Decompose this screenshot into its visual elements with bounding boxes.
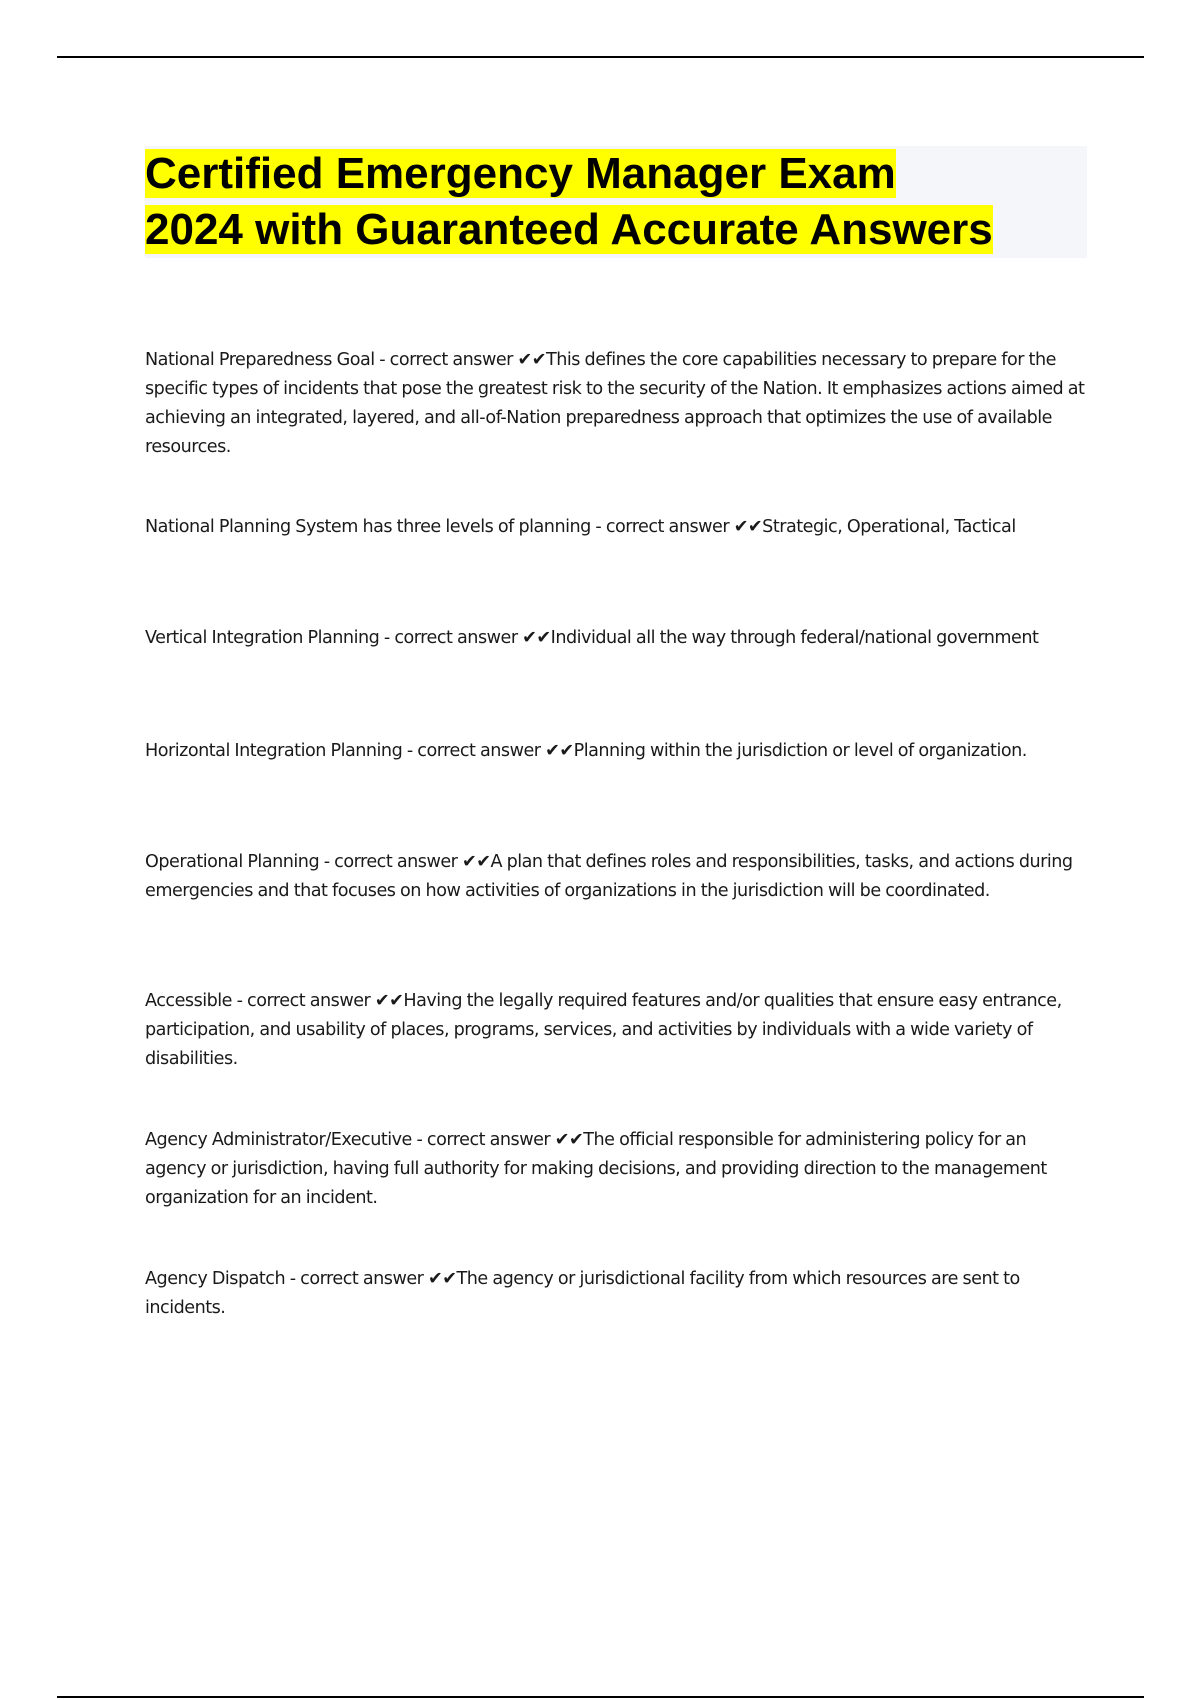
title-block [145, 146, 1087, 258]
qa-term: Horizontal Integration Planning [145, 741, 403, 761]
qa-answer: Planning within the jurisdiction or level of organization. [573, 741, 1027, 761]
qa-answer: The official responsible for administering policy for an agency or jurisdiction, having full authority for making decisions, and providing direction to the management organization for an incident. [145, 1130, 1047, 1208]
qa-entry [145, 513, 1085, 542]
qa-separator: - correct answer [285, 1269, 429, 1289]
check-icon: ✔✔ [554, 1130, 584, 1150]
qa-separator: - correct answer [232, 991, 375, 1011]
title-line-2: 2024 with Guaranteed Accurate Answers [145, 205, 993, 254]
qa-separator: - correct answer [374, 350, 518, 370]
qa-term: Agency Dispatch [145, 1269, 286, 1289]
check-icon: ✔✔ [374, 991, 404, 1011]
qa-term: National Preparedness Goal [145, 350, 375, 370]
check-icon: ✔✔ [461, 852, 491, 872]
qa-answer: Having the legally required features and/or qualities that ensure easy entrance, participation, and usability of places, programs, services, and activities by individuals with a wide variety of disabilities. [145, 991, 1062, 1069]
qa-term: Accessible [145, 991, 232, 1011]
bottom-rule [57, 1696, 1144, 1698]
qa-entry [145, 624, 1085, 653]
qa-answer: The agency or jurisdictional facility from which resources are sent to incidents. [145, 1269, 1020, 1318]
qa-separator: - correct answer [590, 517, 734, 537]
qa-term: National Planning System has three levels of planning [145, 517, 591, 537]
qa-entry [145, 346, 1085, 462]
check-icon: ✔✔ [522, 628, 551, 648]
check-icon: ✔✔ [545, 741, 574, 761]
title-line-1: Certified Emergency Manager Exam [145, 149, 896, 198]
qa-separator: - correct answer [379, 628, 523, 648]
qa-term: Agency Administrator/Executive [145, 1130, 412, 1150]
qa-answer: This defines the core capabilities necessary to prepare for the specific types of incidents that pose the greatest risk to the security of the Nation. It emphasizes actions aimed at achieving an integrated, layered, and all-of-Nation preparedness approach that optimizes the use of available resources. [145, 350, 1085, 457]
qa-entry [145, 848, 1085, 906]
qa-answer: Individual all the way through federal/national government [550, 628, 1039, 648]
qa-term: Operational Planning [145, 852, 320, 872]
qa-term: Vertical Integration Planning [145, 628, 380, 648]
qa-entry [145, 1126, 1085, 1213]
qa-answer: A plan that defines roles and responsibilities, tasks, and actions during emergencies and that focuses on how activities of organizations in the jurisdiction will be coordinated. [145, 852, 1073, 901]
check-icon: ✔✔ [733, 517, 763, 537]
check-icon: ✔✔ [517, 350, 546, 370]
check-icon: ✔✔ [428, 1269, 457, 1289]
top-rule [57, 56, 1144, 58]
qa-separator: - correct answer [411, 1130, 555, 1150]
qa-separator: - correct answer [319, 852, 462, 872]
qa-entry [145, 1265, 1085, 1323]
qa-entry [145, 737, 1085, 766]
qa-answer: Strategic, Operational, Tactical [762, 517, 1016, 537]
qa-separator: - correct answer [402, 741, 546, 761]
qa-entry [145, 987, 1085, 1074]
document-title [145, 146, 1087, 258]
